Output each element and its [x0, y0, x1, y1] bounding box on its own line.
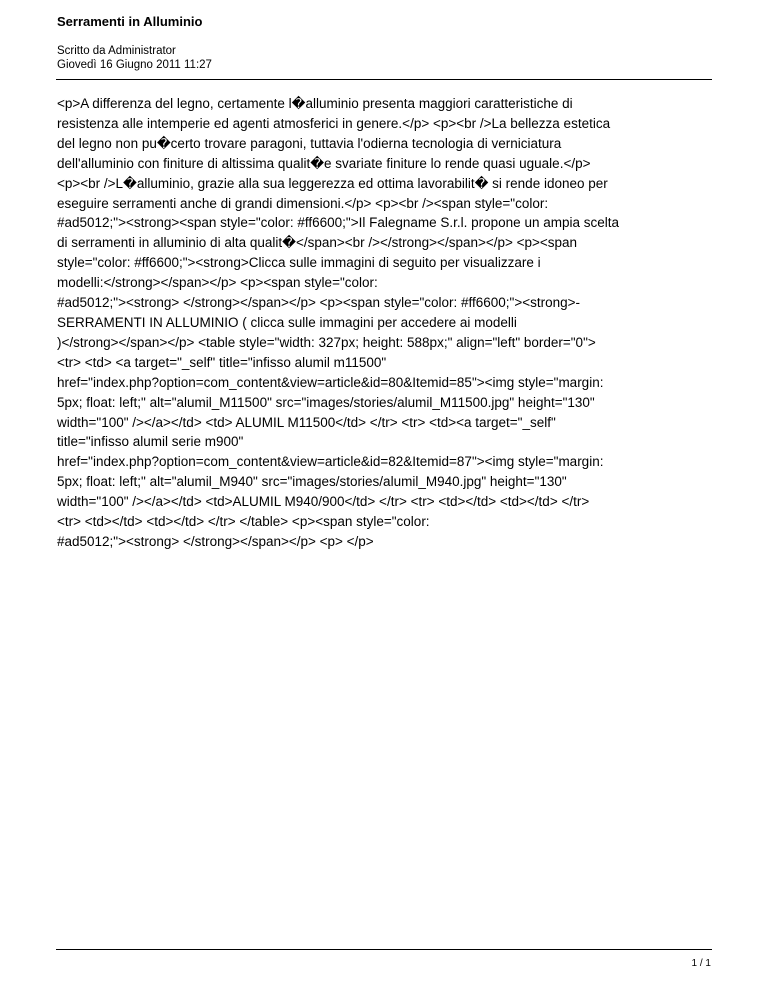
footer-divider: [56, 949, 712, 950]
body-text-line: <tr> <td></td> <td></td> </tr> </table> <p><span style="color:: [57, 514, 430, 530]
body-text-line: )</strong></span></p> <table style="width: 327px; height: 588px;" align="left" border="0">: [57, 334, 596, 350]
body-text-line: di serramenti in alluminio di alta qualit�</span><br /></strong></span></p> <p><span: [57, 235, 578, 251]
author-line: Scritto da Administrator: [57, 45, 176, 57]
body-text-line: title="infisso alumil serie m900": [57, 434, 244, 450]
body-text-line: #ad5012;"><strong> </strong></span></p> <p><span style="color: #ff6600;"><strong>-: [57, 295, 581, 311]
body-text-line: width="100" /></a></td> <td>ALUMIL M940/900</td> </tr> <tr> <td></td> <td></td> </tr>: [57, 494, 590, 510]
body-text-line: modelli:</strong></span></p> <p><span style="color:: [57, 275, 378, 291]
body-text-line: <p>A differenza del legno, certamente l�alluminio presenta maggiori caratteristiche di: [57, 96, 573, 111]
body-text-line: href="index.php?option=com_content&view=article&id=82&Itemid=87"><img style="margin:: [57, 454, 604, 470]
article-meta: [57, 44, 212, 72]
body-text-line: eseguire serramenti anche di grandi dimensioni.</p> <p><br /><span style="color:: [57, 195, 549, 211]
body-text-line: width="100" /></a></td> <td> ALUMIL M11500</td> </tr> <tr> <td><a target="_self": [57, 414, 556, 430]
body-text-line: #ad5012;"><strong><span style="color: #ff6600;">Il Falegname S.r.l. propone un ampia scelta: [57, 215, 619, 231]
article-body: [57, 94, 712, 552]
body-text-line: del legno non pu�certo trovare paragoni, tuttavia l'odierna tecnologia di verniciatura: [57, 135, 562, 151]
body-text-line: 5px; float: left;" alt="alumil_M940" src="images/stories/alumil_M940.jpg" height="130": [57, 474, 567, 490]
page-number: 1 / 1: [691, 958, 711, 969]
date-line: Giovedì 16 Giugno 2011 11:27: [57, 59, 212, 71]
body-text-line: dell'alluminio con finiture di altissima qualit�e svariate finiture lo rende quasi uguale.</p>: [57, 155, 591, 171]
body-text-line: 5px; float: left;" alt="alumil_M11500" src="images/stories/alumil_M11500.jpg" height="130": [57, 394, 595, 410]
header-divider: [56, 79, 712, 80]
body-text-line: <tr> <td> <a target="_self" title="infisso alumil m11500": [57, 354, 387, 370]
body-text-line: <p><br />L�alluminio, grazie alla sua leggerezza ed ottima lavorabilit� si rende idoneo per: [57, 175, 608, 191]
body-text-line: style="color: #ff6600;"><strong>Clicca sulle immagini di seguito per visualizzare i: [57, 255, 541, 271]
page-title: Serramenti in Alluminio: [57, 14, 203, 29]
body-text-line: href="index.php?option=com_content&view=article&id=80&Itemid=85"><img style="margin:: [57, 374, 604, 390]
body-text-line: resistenza alle intemperie ed agenti atmosferici in genere.</p> <p><br />La bellezza estetica: [57, 115, 611, 131]
body-text-line: #ad5012;"><strong> </strong></span></p> <p> </p>: [57, 533, 374, 549]
body-text-line: SERRAMENTI IN ALLUMINIO ( clicca sulle immagini per accedere ai modelli: [57, 314, 517, 330]
